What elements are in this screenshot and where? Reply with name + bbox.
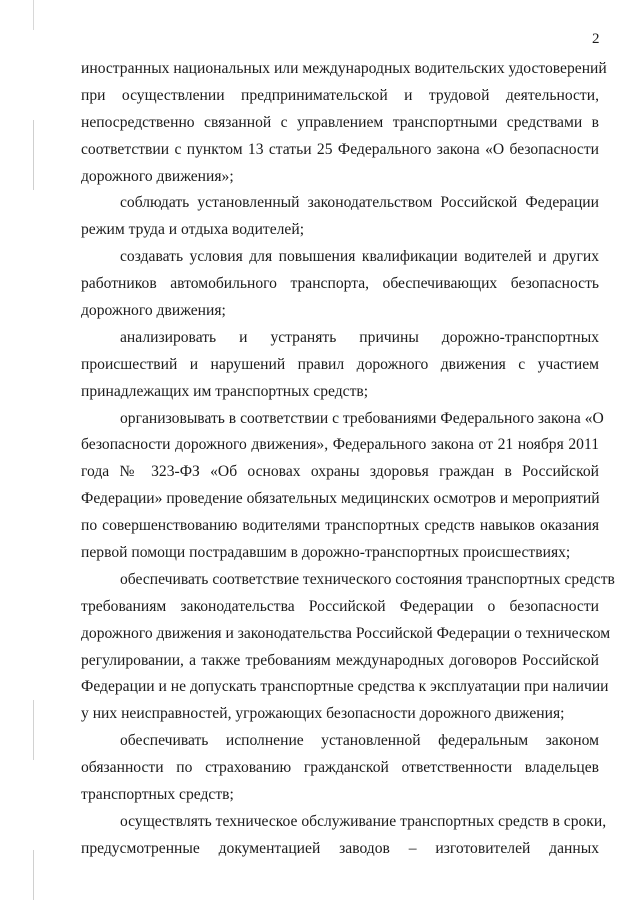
text-line: дорожного движения»; [81,167,234,185]
text-line: создавать условия для повышения квалификации водителей и других [120,248,599,266]
text-line: года № 323-ФЗ «Об основах охраны здоровья граждан в Российской [81,463,599,481]
scan-left-edge [33,0,34,905]
text-line: происшествий и нарушений правил дорожного движения с участием [81,355,599,373]
text-line: требованиям законодательства Российской Федерации о безопасности [81,597,599,615]
text-line: регулировании, а также требованиям международных договоров Российской [81,651,599,669]
text-line: организовывать в соответствии с требованиями Федерального закона «О [120,409,604,427]
text-line: обязанности по страхованию гражданской ответственности владельцев [81,759,599,777]
text-line: непосредственно связанной с управлением транспортными средствами в [81,113,599,131]
text-line: режим труда и отдыха водителей; [81,221,305,239]
text-line: обеспечивать соответствие технического состояния транспортных средств [120,570,615,588]
text-line: осуществлять техническое обслуживание транспортных средств в сроки, [120,812,607,830]
text-line: принадлежащих им транспортных средств; [81,382,369,400]
text-line: первой помощи пострадавшим в дорожно-транспортных происшествиях; [81,544,571,562]
text-line: при осуществлении предпринимательской и трудовой деятельности, [81,86,599,104]
text-line: анализировать и устранять причины дорожно-транспортных [120,328,599,346]
text-line: предусмотренные документацией заводов – изготовителей данных [81,839,599,857]
text-line: по совершенствованию водителями транспортных средств навыков оказания [81,517,599,535]
text-line: Федерации и не допускать транспортные средства к эксплуатации при наличии [81,678,609,696]
text-line: работников автомобильного транспорта, обеспечивающих безопасность [81,275,599,293]
text-line: соответствии с пунктом 13 статьи 25 Федерального закона «О безопасности [81,140,599,158]
text-line: дорожного движения и законодательства Российской Федерации о техническом [81,624,611,642]
text-line: иностранных национальных или международных водительских удостоверений [81,60,607,77]
text-line: безопасности дорожного движения», Федерального закона от 21 ноября 2011 [81,436,599,454]
text-line: обеспечивать исполнение установленной федеральным законом [120,732,599,750]
text-line: Федерации» проведение обязательных медицинских осмотров и мероприятий [81,490,600,508]
text-line: дорожного движения; [81,302,226,320]
page-number: 2 [592,31,600,47]
document-body [81,56,615,863]
text-line: транспортных средств; [81,786,234,804]
text-line: у них неисправностей, угрожающих безопасности дорожного движения; [81,705,565,723]
text-line: соблюдать установленный законодательством Российской Федерации [120,194,599,212]
